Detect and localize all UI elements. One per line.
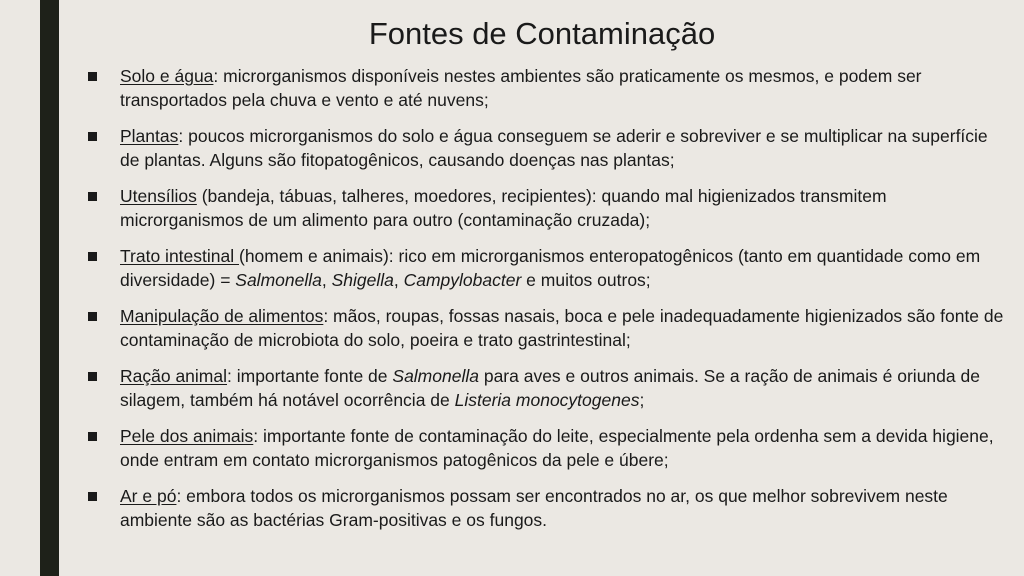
organism-name: Shigella [331, 270, 394, 290]
bullet-term: Trato intestinal [120, 246, 239, 266]
bullet-ar-po [86, 484, 1006, 532]
bullet-text: , [393, 270, 404, 290]
bullet-text: : importante fonte de contaminação do leite, especialmente pela ordenha sem a devida higiene, onde entram em contato microrganismos patogênicos da pele e úbere; [120, 426, 994, 470]
square-bullet-icon [88, 132, 97, 141]
square-bullet-icon [88, 492, 97, 501]
organism-name: Campylobacter [403, 270, 522, 290]
bullet-manipulacao [86, 304, 1006, 352]
bullet-term: Plantas [120, 126, 179, 146]
square-bullet-icon [88, 252, 97, 261]
slide-title: Fontes de Contaminação [368, 16, 716, 51]
bullet-text: : importante fonte de [227, 366, 393, 386]
bullet-text: : embora todos os microrganismos possam ser encontrados no ar, os que melhor sobrevivem neste ambiente são as bactérias Gram-positivas e os fungos. [120, 486, 948, 530]
square-bullet-icon [88, 312, 97, 321]
square-bullet-icon [88, 372, 97, 381]
bullet-text: : microrganismos disponíveis nestes ambientes são praticamente os mesmos, e podem ser transportados pela chuva e vento e até nuvens; [120, 66, 922, 110]
square-bullet-icon [88, 192, 97, 201]
organism-name: Listeria monocytogenes [454, 390, 640, 410]
bullet-text: ; [639, 390, 645, 410]
bullet-solo-agua [86, 64, 1006, 112]
square-bullet-icon [88, 432, 97, 441]
bullet-text: (bandeja, tábuas, talheres, moedores, recipientes): quando mal higienizados transmitem microrganismos de um alimento para outro (contaminação cruzada); [120, 186, 887, 230]
organism-name: Salmonella [235, 270, 322, 290]
bullet-text: : poucos microrganismos do solo e água conseguem se aderir e sobreviver e se multiplicar na superfície de plantas. Alguns são fitopatogênicos, causando doenças nas plantas; [120, 126, 988, 170]
bullet-list [86, 64, 1006, 544]
bullet-plantas [86, 124, 1006, 172]
bullet-term: Solo e água [120, 66, 214, 86]
bullet-text: para aves e outros animais. Se a ração de animais é oriunda de silagem, também há notável ocorrência de [120, 366, 980, 410]
bullet-text: (homem e animais): rico em microrganismos enteropatogênicos (tanto em quantidade como em diversidade) = [120, 246, 981, 290]
bullet-racao-animal [86, 364, 1006, 412]
bullet-text: e muitos outros; [521, 270, 651, 290]
bullet-utensilios [86, 184, 1006, 232]
slide-accent-bar [40, 0, 59, 576]
bullet-term: Ração animal [120, 366, 227, 386]
bullet-pele-animais [86, 424, 1006, 472]
bullet-text: : mãos, roupas, fossas nasais, boca e pele inadequadamente higienizados são fonte de contaminação de microbiota do solo, poeira e trato gastrintestinal; [120, 306, 1004, 350]
organism-name: Salmonella [392, 366, 479, 386]
bullet-term: Manipulação de alimentos [120, 306, 324, 326]
square-bullet-icon [88, 72, 97, 81]
bullet-term: Utensílios [120, 186, 197, 206]
bullet-trato-intestinal [86, 244, 1006, 292]
bullet-text: , [321, 270, 332, 290]
bullet-term: Ar e pó [120, 486, 177, 506]
bullet-term: Pele dos animais [120, 426, 254, 446]
